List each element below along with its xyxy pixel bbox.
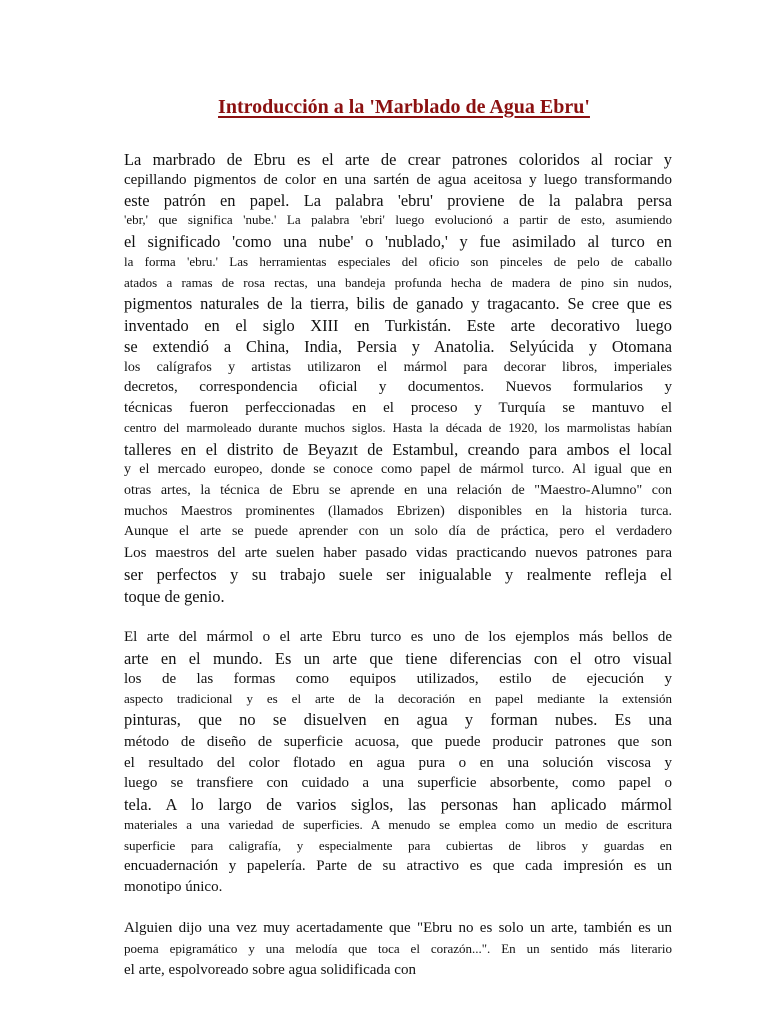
paragraph-1-line-15: talleres en el distrito de Beyazıt de Estambul, creando para ambos el local — [124, 440, 672, 459]
paragraph-1-line-13: técnicas fueron perfeccionadas en el proceso y Turquía se mantuvo el — [124, 400, 672, 416]
paragraph-1-line-19: Aunque el arte se puede aprender con un solo día de práctica, pero el verdadero — [124, 524, 672, 539]
paragraph-1-line-5: el significado 'como una nube' o 'nublado,' y fue asimilado al turco en — [124, 232, 672, 251]
paragraph-1-line-18: muchos Maestros prominentes (llamados Ebrizen) disponibles en la historia turca. — [124, 504, 672, 519]
paragraph-1-line-1: La marbrado de Ebru es el arte de crear patrones coloridos al rociar y — [124, 150, 672, 169]
paragraph-2-line-13: monotipo único. — [124, 879, 223, 895]
paragraph-1-line-20: Los maestros del arte suelen haber pasado vidas practicando nuevos patrones para — [124, 545, 672, 561]
paragraph-1-line-21: ser perfectos y su trabajo suele ser inigualable y realmente refleja el — [124, 565, 672, 584]
paragraph-2-line-3: los de las formas como equipos utilizados, estilo de ejecución y — [124, 671, 672, 687]
paragraph-2-line-5: pinturas, que no se disuelven en agua y forman nubes. Es una — [124, 710, 672, 729]
paragraph-1-line-11: los calígrafos y artistas utilizaron el mármol para decorar libros, imperiales — [124, 360, 672, 375]
paragraph-2-line-11: superficie para caligrafía, y especialmente para cubiertas de libros y guardas en — [124, 838, 672, 853]
paragraph-1-line-3: este patrón en papel. La palabra 'ebru' proviene de la palabra persa — [124, 191, 672, 210]
paragraph-2-line-4: aspecto tradicional y es el arte de la decoración en papel mediante la extensión — [124, 691, 672, 706]
paragraph-2-line-7: el resultado del color flotado en agua pura o en una solución viscosa y — [124, 755, 672, 771]
paragraph-3-line-1: Alguien dijo una vez muy acertadamente que "Ebru no es solo un arte, también es un — [124, 920, 672, 936]
paragraph-1-line-10: se extendió a China, India, Persia y Anatolia. Selyúcida y Otomana — [124, 337, 672, 356]
paragraph-1-line-7: atados a ramas de rosa rectas, una bandeja profunda hecha de madera de pino sin nudos, — [124, 275, 672, 290]
paragraph-2-line-1: El arte del mármol o el arte Ebru turco es uno de los ejemplos más bellos de — [124, 629, 672, 645]
paragraph-1-line-8: pigmentos naturales de la tierra, bilis de ganado y tragacanto. Se cree que es — [124, 294, 672, 313]
paragraph-1-line-12: decretos, correspondencia oficial y documentos. Nuevos formularios y — [124, 379, 672, 395]
paragraph-1-line-6: la forma 'ebru.' Las herramientas especiales del oficio son pinceles de pelo de caballo — [124, 254, 672, 269]
paragraph-2-line-2: arte en el mundo. Es un arte que tiene diferencias con el otro visual — [124, 649, 672, 668]
paragraph-2-line-12: encuadernación y papelería. Parte de su atractivo es que cada impresión es un — [124, 858, 672, 874]
paragraph-1-line-17: otras artes, la técnica de Ebru se aprende en una relación de "Maestro-Alumno" con — [124, 483, 672, 498]
paragraph-1-line-4: 'ebr,' que significa 'nube.' La palabra 'ebri' luego evolucionó a partir de esto, asumiendo — [124, 212, 672, 227]
paragraph-2-line-6: método de diseño de superficie acuosa, que puede producir patrones que son — [124, 734, 672, 750]
paragraph-1-line-9: inventado en el siglo XIII en Turkistán. Este arte decorativo luego — [124, 316, 672, 335]
paragraph-3-line-2: poema epigramático y una melodía que toca el corazón...". En un sentido más literario — [124, 941, 672, 956]
paragraph-1-line-2: cepillando pigmentos de color en una sartén de agua aceitosa y luego transformando — [124, 172, 672, 188]
page-title: Introducción a la 'Marblado de Agua Ebru' — [218, 96, 590, 118]
paragraph-1-line-14: centro del marmoleado durante muchos siglos. Hasta la década de 1920, los marmolistas habían — [124, 420, 672, 435]
paragraph-2-line-8: luego se transfiere con cuidado a una superficie absorbente, como papel o — [124, 775, 672, 791]
paragraph-2-line-10: materiales a una variedad de superficies. A menudo se emplea como un medio de escritura — [124, 817, 672, 832]
paragraph-1-line-16: y el mercado europeo, donde se conoce como papel de mármol turco. Al igual que en — [124, 462, 672, 477]
paragraph-3-line-3: el arte, espolvoreado sobre agua solidificada con — [124, 962, 416, 978]
paragraph-1-line-22: toque de genio. — [124, 587, 225, 606]
paragraph-2-line-9: tela. A lo largo de varios siglos, las personas han aplicado mármol — [124, 795, 672, 814]
